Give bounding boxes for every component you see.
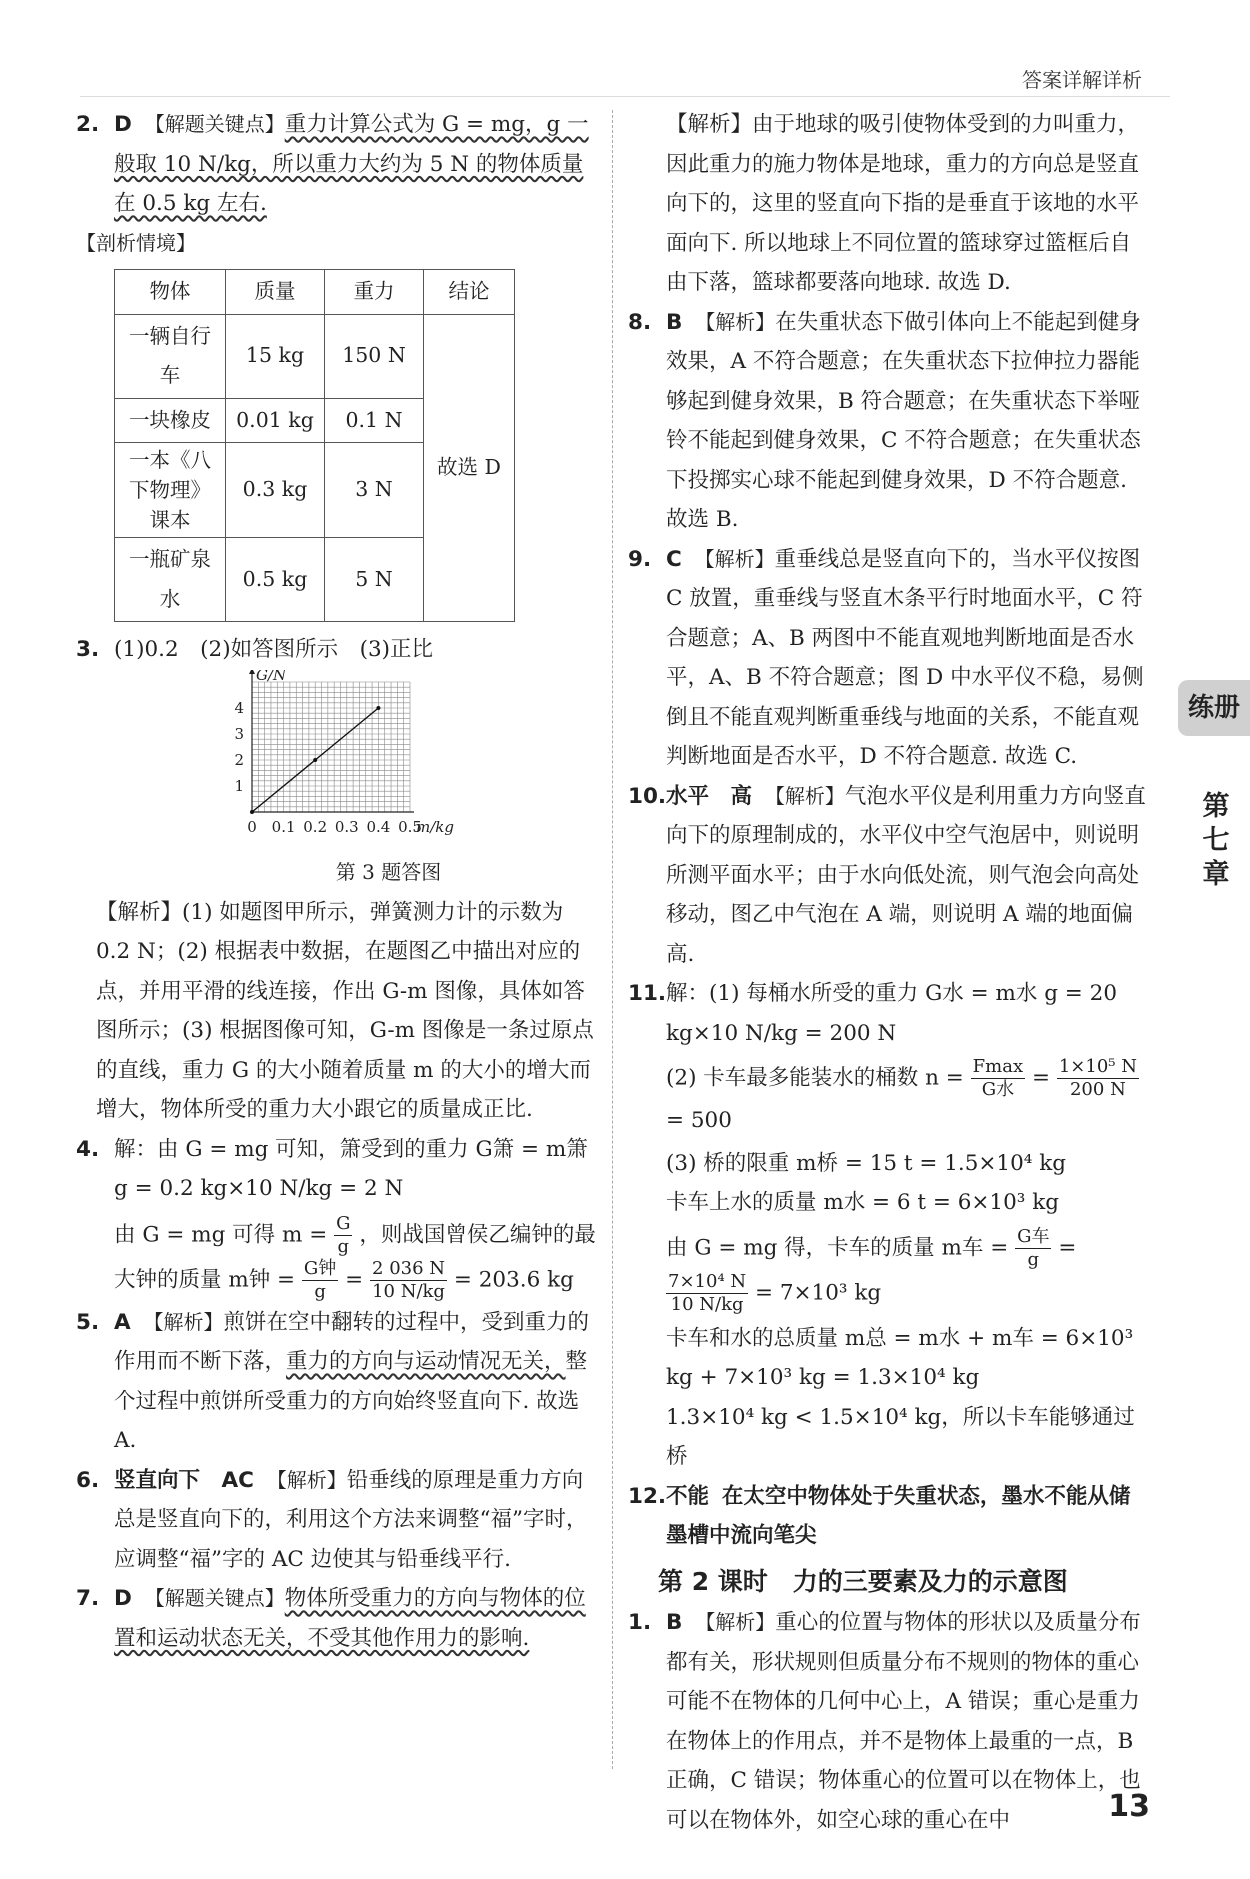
q4-text: ，则战国曾侯乙编钟的最大钟的质量 m钟 = bbox=[114, 1222, 596, 1292]
q11-text: (2) 卡车最多能装水的桶数 n = bbox=[666, 1065, 964, 1091]
side-chapter-label: 第七章 bbox=[1202, 791, 1230, 890]
table-cell: 150 N bbox=[325, 314, 424, 398]
question-10 bbox=[628, 777, 1148, 975]
table-cell: 0.01 kg bbox=[226, 398, 325, 443]
question-number: 11. bbox=[628, 981, 667, 1006]
q4-text: 由 G = mg 可得 m = bbox=[114, 1222, 328, 1247]
table-cell: 一辆自行车 bbox=[115, 314, 226, 398]
denominator: g bbox=[337, 1235, 350, 1257]
chart-container bbox=[216, 670, 601, 893]
question-number: 6. bbox=[76, 1467, 100, 1493]
key-point-tag: 【解题关键点】 bbox=[144, 112, 285, 136]
table-row bbox=[115, 314, 515, 398]
y-tick-label: 4 bbox=[234, 698, 244, 717]
question-7 bbox=[76, 1579, 601, 1658]
q11-line5 bbox=[666, 1226, 1148, 1316]
answer: C bbox=[666, 546, 682, 572]
q11-text: 由 G = mg 得，卡车的质量 m车 = bbox=[666, 1235, 1009, 1260]
fraction bbox=[302, 1258, 338, 1303]
question-3 bbox=[76, 630, 601, 670]
data-point bbox=[250, 810, 254, 814]
lesson2-question-1 bbox=[628, 1603, 1148, 1840]
numerator: G钟 bbox=[303, 1257, 337, 1279]
equals: = bbox=[1058, 1235, 1077, 1260]
fraction bbox=[971, 1056, 1025, 1101]
table-cell: 一本《八下物理》课本 bbox=[115, 443, 226, 538]
question-5 bbox=[76, 1303, 601, 1461]
table-cell: 0.1 N bbox=[325, 398, 424, 443]
x-tick-label: 0.5 bbox=[398, 817, 422, 836]
fraction bbox=[370, 1258, 447, 1303]
fraction bbox=[666, 1271, 748, 1316]
column-divider bbox=[612, 110, 613, 1769]
answer-text: 在太空中物体处于失重状态，墨水不能从储墨槽中流向笔尖 bbox=[666, 1483, 1131, 1548]
q11-result: = 500 bbox=[666, 1108, 732, 1133]
table-cell: 15 kg bbox=[226, 314, 325, 398]
q11-result: = 7×10³ kg bbox=[754, 1280, 882, 1305]
table-cell: 一块橡皮 bbox=[115, 398, 226, 443]
answer: D bbox=[114, 1586, 132, 1611]
table-cell: 5 N bbox=[325, 538, 424, 622]
left-column bbox=[76, 105, 601, 1658]
y-axis-arrow bbox=[249, 670, 255, 674]
y-tick-label: 1 bbox=[234, 776, 244, 795]
x-axis-label: m/kg bbox=[416, 817, 454, 836]
question-number: 2. bbox=[76, 112, 100, 137]
q11-line6: 卡车和水的总质量 m总 = m水 + m车 = 6×10³ kg + 7×10³ kg = 1.3×10⁴ kg bbox=[666, 1325, 1134, 1390]
explanation: 重垂线总是竖直向下的，当水平仪按图 C 放置，重垂线与竖直木条平行时地面水平，C 符合题意；A、B 两图中不能直观地判断地面是否水平，A、B 不符合题意；图 D 中水平仪不稳，易侧倒且不能直观判断重垂线与地面的关系，不能直观判断地面是否水平，D 不符合题意. 故选 C. bbox=[666, 546, 1144, 769]
key-point-text: 重力计算公式为 G = mg，g 一般取 10 N/kg，所以重力大约为 5 N 的物体质量在 0.5 kg 左右. bbox=[114, 112, 589, 216]
answer: D bbox=[114, 112, 132, 137]
q11-line4: 卡车上水的质量 m水 = 6 t = 6×10³ kg bbox=[666, 1190, 1060, 1215]
denominator: 10 N/kg bbox=[670, 1293, 744, 1315]
right-column bbox=[628, 105, 1148, 1840]
q4-line2 bbox=[114, 1213, 601, 1303]
question-11 bbox=[628, 974, 1148, 1477]
question-8 bbox=[628, 303, 1148, 540]
data-point bbox=[376, 706, 380, 710]
answer: 不能 bbox=[666, 1483, 710, 1509]
x-tick-label: 0.4 bbox=[366, 817, 391, 836]
key-point-tag: 【解题关键点】 bbox=[144, 1586, 285, 1610]
page-header: 答案详解详析 bbox=[1022, 68, 1142, 92]
q4-line1: 解：由 G = mg 可知，箫受到的重力 G箫 = m箫 g = 0.2 kg×10 N/kg = 2 N bbox=[114, 1136, 588, 1201]
denominator: G水 bbox=[981, 1079, 1015, 1100]
q11-line3: (3) 桥的限重 m桥 = 15 t = 1.5×10⁴ kg bbox=[666, 1150, 1067, 1176]
table-header-row bbox=[115, 270, 515, 315]
y-axis-label: G/N bbox=[256, 669, 287, 684]
table-header: 质量 bbox=[226, 270, 325, 315]
side-tab-practice: 练册 bbox=[1178, 680, 1250, 736]
g-m-chart bbox=[216, 670, 516, 840]
explanation: 铅垂线的原理是重力方向总是竖直向下的，利用这个方法来调整“福”字时，应调整“福”字的 AC 边使其与铅垂线平行. bbox=[114, 1467, 588, 1572]
key-phrase: 重力的方向与运动情况无关， bbox=[286, 1349, 566, 1374]
analysis-tag: 【解析】 bbox=[266, 1467, 347, 1492]
denominator: g bbox=[314, 1280, 326, 1302]
x-tick-label: 0.3 bbox=[334, 817, 359, 836]
answer: 水平 高 bbox=[666, 783, 753, 809]
x-tick-label: 0 bbox=[247, 817, 257, 836]
explanation: 气泡水平仪是利用重力方向竖直向下的原理制成的，水平仪中空气泡居中，则说明所测平面水平；由于水向低处流，则气泡会向高处移动，图乙中气泡在 A 端，则说明 A 端的地面偏高. bbox=[666, 783, 1146, 967]
numerator: 2 036 N bbox=[372, 1257, 446, 1279]
table-header: 重力 bbox=[325, 270, 424, 315]
table-header: 结论 bbox=[424, 270, 515, 315]
question-number: 9. bbox=[628, 546, 652, 572]
question-12 bbox=[628, 1477, 1148, 1556]
question-number: 5. bbox=[76, 1309, 100, 1335]
question-number: 1. bbox=[628, 1610, 652, 1635]
equals: = bbox=[345, 1267, 364, 1292]
table-conclusion: 故选 D bbox=[424, 314, 515, 622]
denominator: 10 N/kg bbox=[372, 1280, 445, 1302]
answer: A bbox=[114, 1309, 131, 1335]
question-number: 7. bbox=[76, 1586, 100, 1611]
analysis-tag: 【剖析情境】 bbox=[76, 230, 196, 255]
q11-line2 bbox=[666, 1056, 1148, 1141]
answer: 竖直向下 AC bbox=[114, 1467, 254, 1493]
question-3-explanation: 【解析】(1) 如题图甲所示，弹簧测力计的示数为 0.2 N；(2) 根据表中数据，在题图乙中描出对应的点，并用平滑的线连接，作出 G-m 图像，具体如答图所示；(3) 根据图像可知，G-m 图像是一条过原点的直线，重力 G 的大小随着质量 m 的大小的增大而增大，物体所受的重力大小跟它的质量成正比. bbox=[96, 899, 594, 1122]
page-number: 13 bbox=[1108, 1789, 1150, 1824]
question-7-explanation: 【解析】由于地球的吸引使物体受到的力叫重力，因此重力的施力物体是地球，重力的方向总是竖直向下的，这里的竖直向下指的是垂直于该地的水平面向下. 所以地球上不同位置的篮球穿过篮框后自由下落，篮球都要落向地球. 故选 D. bbox=[666, 112, 1140, 295]
table-header: 物体 bbox=[115, 270, 226, 315]
question-4 bbox=[76, 1130, 601, 1303]
equals: = bbox=[1031, 1065, 1050, 1091]
fraction bbox=[1057, 1056, 1139, 1101]
x-tick-label: 0.1 bbox=[271, 817, 296, 836]
explanation: 重心的位置与物体的形状以及质量分布都有关，形状规则但质量分布不规则的物体的重心可能不在物体的几何中心上，A 错误；重心是重力在物体上的作用点，并不是物体上最重的一点，B 正确，C 错误；物体重心的位置可以在物体上，也可以在物体外，如空心球的重心在中 bbox=[666, 1610, 1141, 1833]
header-divider bbox=[80, 96, 1170, 97]
numerator: G车 bbox=[1017, 1225, 1050, 1247]
fraction bbox=[334, 1213, 352, 1258]
section-title: 第 2 课时 力的三要素及力的示意图 bbox=[658, 1566, 1068, 1596]
key-point-text: 物体所受重力的方向与物体的位置和运动状态无关，不受其他作用力的影响. bbox=[114, 1586, 586, 1651]
explanation: 煎饼在空中翻转的过程中，受到重力的作用而不断下落， bbox=[114, 1309, 589, 1374]
fraction bbox=[1015, 1226, 1051, 1271]
question-number: 8. bbox=[628, 309, 652, 335]
numerator: 7×10⁴ N bbox=[668, 1270, 747, 1292]
table-cell: 0.5 kg bbox=[226, 538, 325, 622]
question-number: 3. bbox=[76, 637, 100, 662]
q4-result: = 203.6 kg bbox=[453, 1267, 574, 1292]
question-9 bbox=[628, 540, 1148, 777]
denominator: g bbox=[1027, 1248, 1040, 1270]
numerator: G bbox=[336, 1212, 351, 1234]
q11-line1: 解：(1) 每桶水所受的重力 G水 = m水 g = 20 kg×10 N/kg = 200 N bbox=[666, 981, 1118, 1046]
y-tick-label: 3 bbox=[234, 724, 244, 743]
numerator: Fmax bbox=[972, 1056, 1024, 1077]
q11-line7: 1.3×10⁴ kg < 1.5×10⁴ kg，所以卡车能够通过桥 bbox=[666, 1404, 1135, 1469]
table-cell: 一瓶矿泉水 bbox=[115, 538, 226, 622]
answer: B bbox=[666, 309, 683, 335]
analysis-tag: 【解析】 bbox=[695, 1610, 776, 1634]
answer: B bbox=[666, 1610, 683, 1635]
analysis-tag: 【解析】 bbox=[694, 546, 775, 571]
chart-caption: 第 3 题答图 bbox=[335, 860, 442, 884]
analysis-tag: 【解析】 bbox=[764, 783, 845, 808]
analysis-table bbox=[114, 269, 515, 622]
analysis-tag: 【解析】 bbox=[695, 309, 776, 334]
question-6 bbox=[76, 1461, 601, 1580]
question-number: 4. bbox=[76, 1136, 100, 1162]
numerator: 1×10⁵ N bbox=[1058, 1056, 1137, 1077]
answer-text: (1)0.2 (2)如答图所示 (3)正比 bbox=[114, 637, 434, 662]
explanation: 整个过程中煎饼所受重力的方向始终竖直向下. 故选 A. bbox=[114, 1349, 588, 1453]
question-number: 12. bbox=[628, 1483, 667, 1509]
denominator: 200 N bbox=[1069, 1079, 1126, 1100]
table-cell: 0.3 kg bbox=[226, 443, 325, 538]
explanation: 在失重状态下做引体向上不能起到健身效果，A 不符合题意；在失重状态下拉伸拉力器能够起到健身效果，B 符合题意；在失重状态下举哑铃不能起到健身效果，C 不符合题意；在失重状态下投掷实心球不能起到健身效果，D 不符合题意. 故选 B. bbox=[666, 309, 1141, 532]
x-tick-label: 0.2 bbox=[303, 817, 328, 836]
question-number: 10. bbox=[628, 783, 667, 809]
y-tick-label: 2 bbox=[234, 750, 244, 769]
data-point bbox=[313, 758, 317, 762]
table-cell: 3 N bbox=[325, 443, 424, 538]
question-2 bbox=[76, 105, 601, 263]
analysis-tag: 【解析】 bbox=[143, 1309, 224, 1334]
